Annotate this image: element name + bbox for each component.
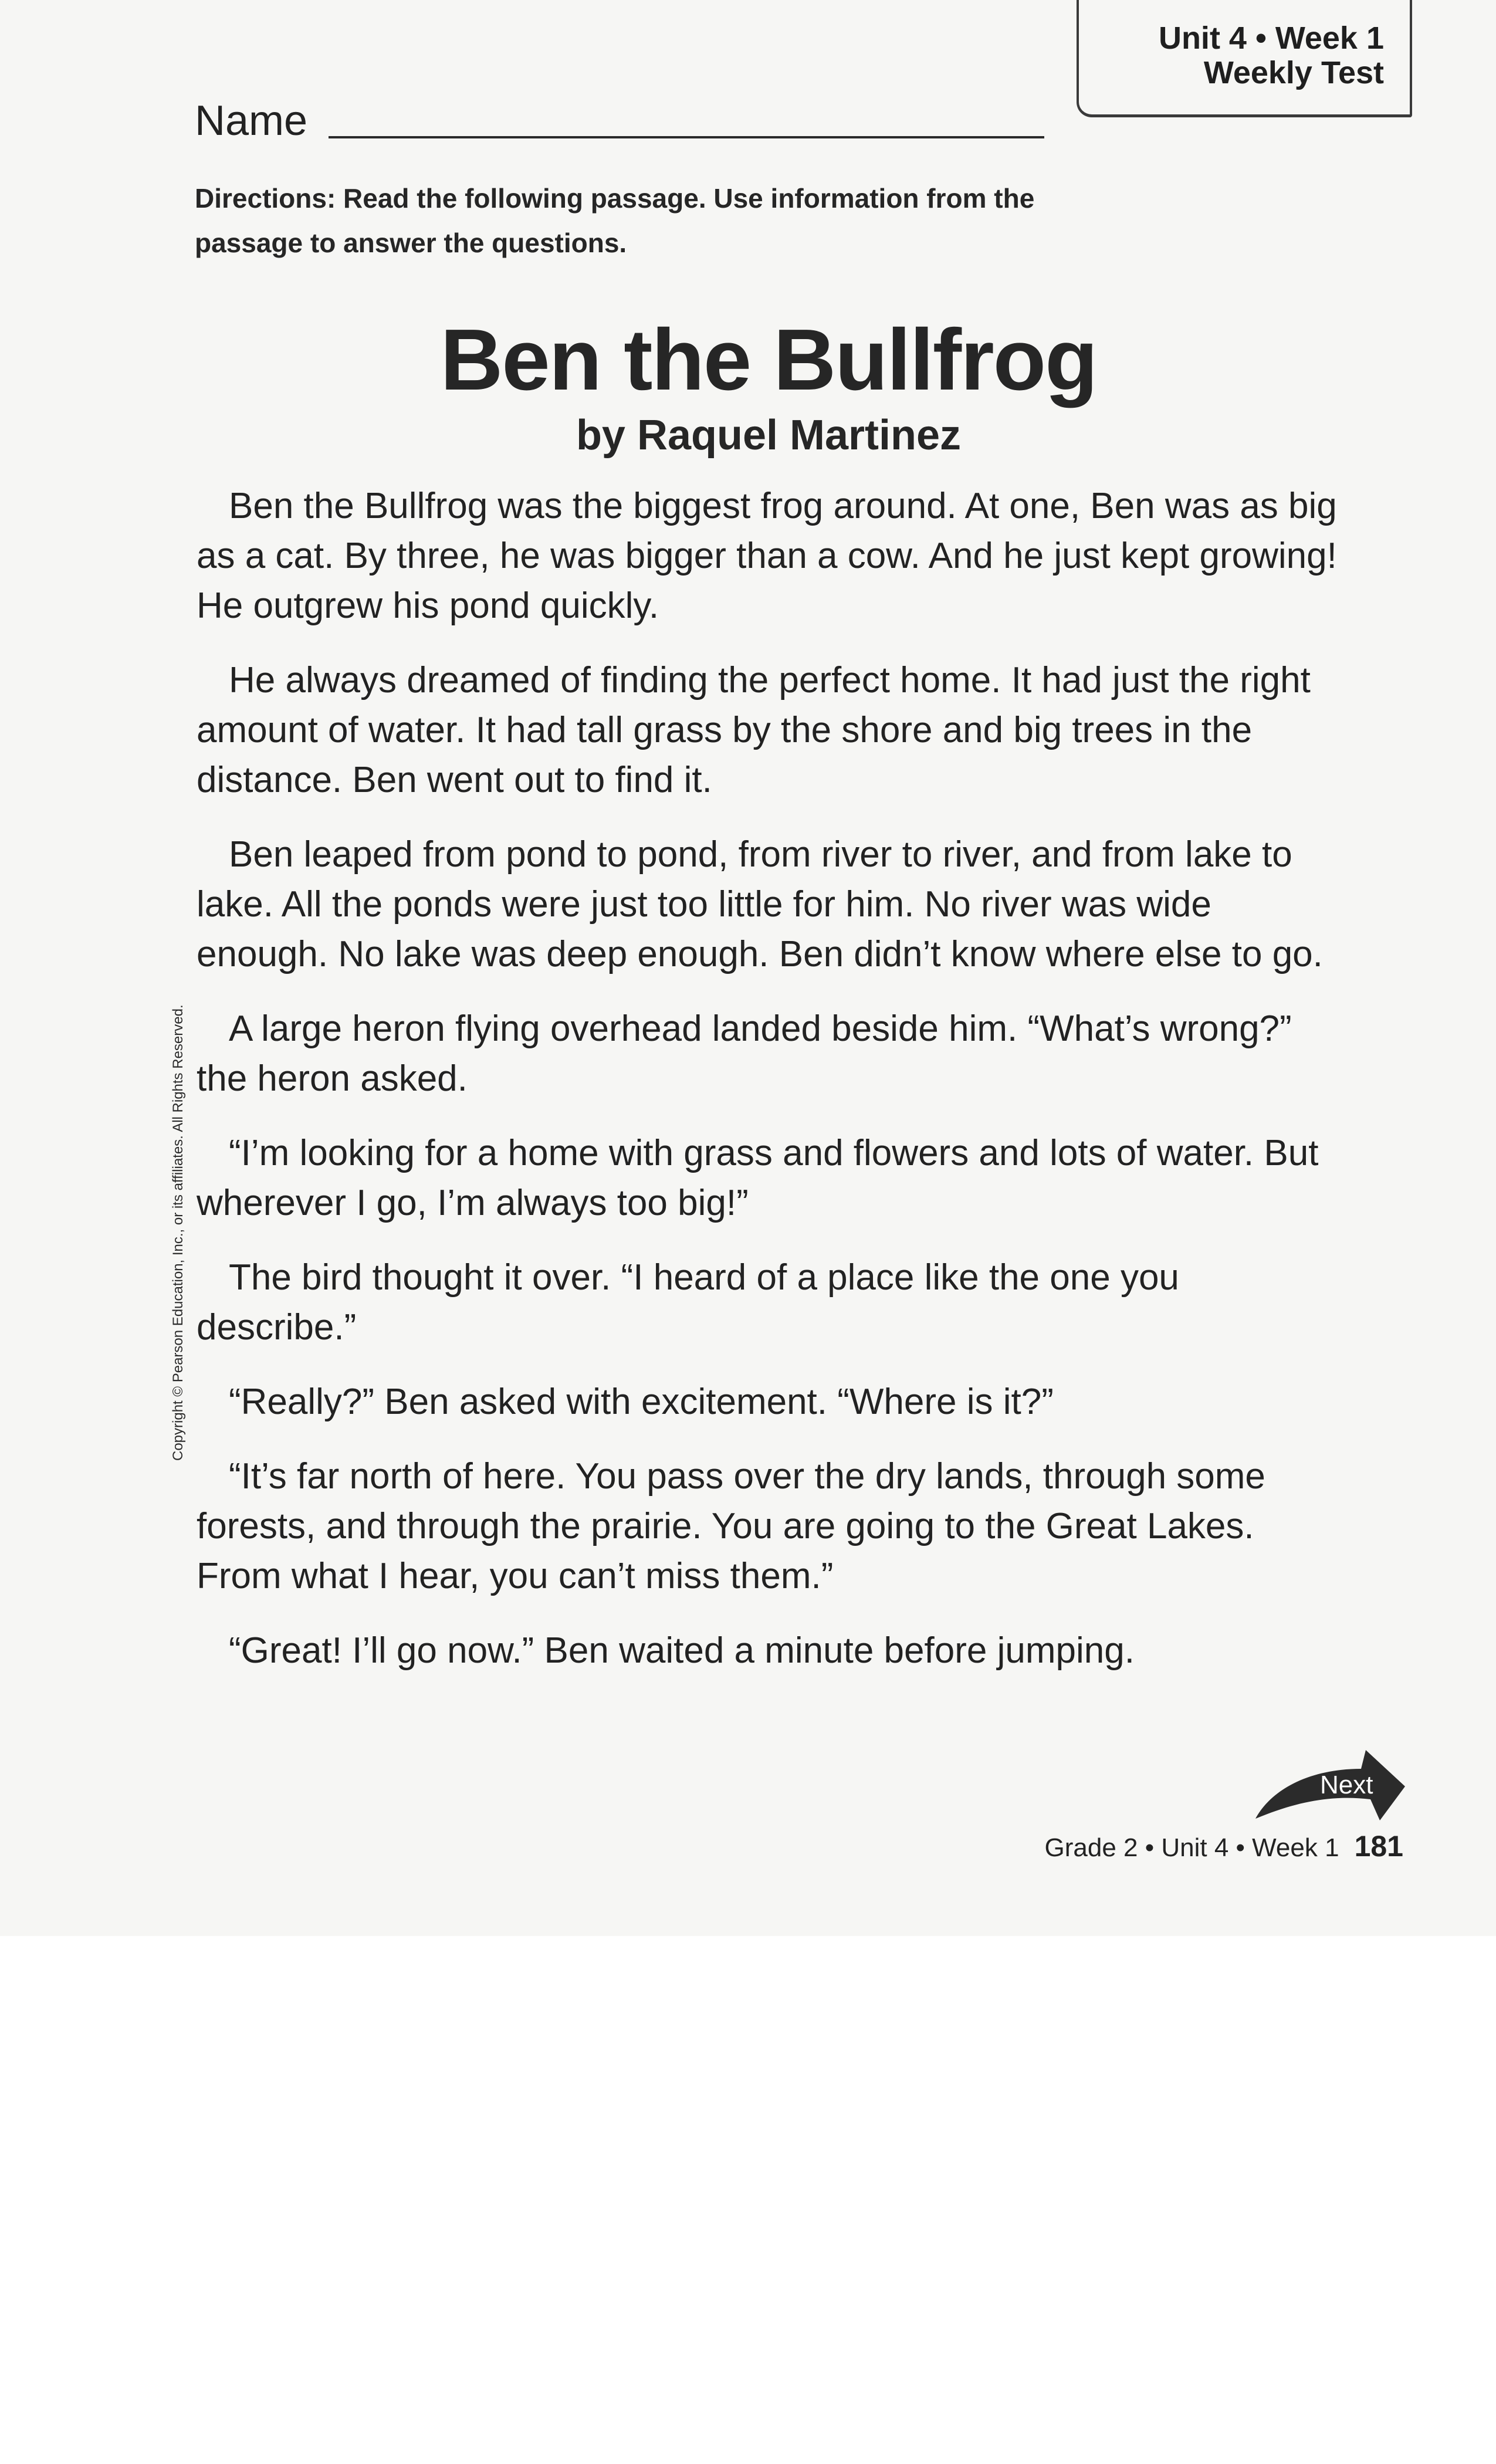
story-title: Ben the Bullfrog <box>440 312 1097 408</box>
story-paragraph: Ben the Bullfrog was the biggest frog around. At one, Ben was as big as a cat. By three, he was bigger than a cow. And he just kept growing! He outgrew his pond quickly. <box>197 486 1337 626</box>
page-footer <box>1045 1832 1403 1861</box>
copyright-notice: Copyright © Pearson Education, Inc., or its affiliates. All Rights Reserved. <box>170 1004 186 1461</box>
story-paragraph: The bird thought it over. “I heard of a place like the one you describe.” <box>197 1257 1179 1348</box>
weekly-test-label: Weekly Test <box>1203 55 1384 90</box>
next-button[interactable] <box>1250 1745 1408 1825</box>
next-label: Next <box>1320 1771 1373 1799</box>
blank-scan-area <box>0 1936 1496 2464</box>
name-label: Name <box>195 97 308 144</box>
story-paragraph: “It’s far north of here. You pass over the dry lands, through some forests, and through the prairie. You are going to the Great Lakes. From what I hear, you can’t miss them.” <box>197 1456 1265 1596</box>
page-number: 181 <box>1354 1830 1403 1863</box>
footer-grade-unit-week: Grade 2 • Unit 4 • Week 1 <box>1044 1833 1339 1862</box>
story-paragraph: Ben leaped from pond to pond, from river to river, and from lake to lake. All the ponds were just too little for him. No river was wide enough. No lake was deep enough. Ben didn’t know where else to go. <box>197 834 1323 974</box>
story-paragraph: “Really?” Ben asked with excitement. “Where is it?” <box>229 1382 1054 1422</box>
story-paragraph: “I’m looking for a home with grass and flowers and lots of water. But wherever I go, I’m always too big!” <box>197 1133 1319 1223</box>
unit-week-tab <box>1077 0 1412 117</box>
story-paragraph: He always dreamed of finding the perfect home. It had just the right amount of water. It had tall grass by the shore and big trees in the distance. Ben went out to find it. <box>197 660 1311 800</box>
directions-text: Directions: Read the following passage. Use information from the passage to answer the questions. <box>195 183 1035 258</box>
unit-week-label: Unit 4 • Week 1 <box>1158 21 1384 56</box>
story-paragraph: A large heron flying overhead landed beside him. “What’s wrong?” the heron asked. <box>197 1008 1292 1099</box>
name-write-line <box>329 136 1044 138</box>
story-passage <box>197 481 1341 1700</box>
story-byline: by Raquel Martinez <box>576 412 962 459</box>
story-paragraph: “Great! I’ll go now.” Ben waited a minute before jumping. <box>229 1630 1135 1671</box>
